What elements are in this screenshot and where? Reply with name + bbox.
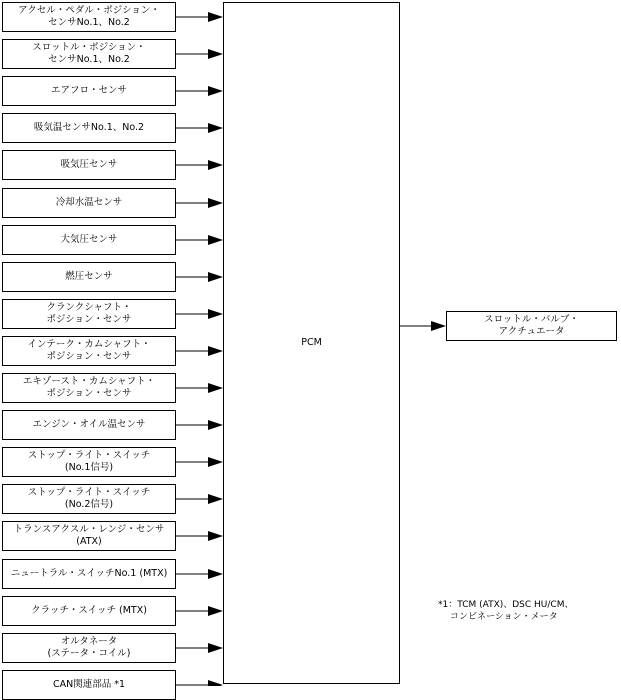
input-arrow-3 bbox=[176, 86, 223, 96]
input-label-line: ニュートラル・スイッチNo.1 (MTX) bbox=[10, 568, 168, 579]
input-label-line: エンジン・オイル温センサ bbox=[32, 419, 146, 430]
output-line-1: スロットル・バルブ・ bbox=[484, 314, 579, 325]
input-label-line: 冷却水温センサ bbox=[55, 197, 123, 208]
input-arrow-11 bbox=[176, 383, 223, 393]
input-arrow-15 bbox=[176, 531, 223, 541]
pcm-block bbox=[223, 2, 400, 684]
input-label-line: ストップ・ライト・スイッチ bbox=[27, 487, 151, 498]
footnote-line-2: コンビネーション・メータ bbox=[450, 612, 558, 622]
input-label-line: クラッチ・スイッチ (MTX) bbox=[31, 605, 147, 616]
input-label-line: 大気圧センサ bbox=[60, 234, 118, 245]
input-label-line: オルタネータ bbox=[60, 636, 118, 647]
input-label-line: (No.2信号) bbox=[64, 499, 114, 510]
input-label-line: (No.1信号) bbox=[64, 462, 114, 473]
input-box-3 bbox=[2, 76, 176, 106]
input-box-14 bbox=[2, 484, 176, 514]
input-arrow-6 bbox=[176, 198, 223, 208]
input-box-10 bbox=[2, 336, 176, 366]
input-box-19 bbox=[2, 670, 176, 700]
input-label-line: ポジション・センサ bbox=[46, 351, 132, 362]
input-box-13 bbox=[2, 447, 176, 477]
input-arrow-19 bbox=[176, 680, 223, 686]
input-arrow-4 bbox=[176, 123, 223, 133]
output-line-2: アクチュエータ bbox=[498, 326, 565, 337]
input-label-line: CAN関連部品 *1 bbox=[52, 679, 126, 690]
input-box-7 bbox=[2, 225, 176, 255]
input-arrow-5 bbox=[176, 160, 223, 170]
input-arrow-17 bbox=[176, 606, 223, 616]
input-arrow-13 bbox=[176, 457, 223, 467]
input-box-17 bbox=[2, 596, 176, 626]
input-box-4 bbox=[2, 113, 176, 143]
input-arrow-18 bbox=[176, 643, 223, 653]
input-box-6 bbox=[2, 188, 176, 218]
input-label-line: 吸気温センサNo.1、No.2 bbox=[33, 122, 145, 133]
input-label-line: アクセル・ペダル・ポジション・ bbox=[18, 5, 160, 16]
input-arrow-14 bbox=[176, 494, 223, 504]
input-box-8 bbox=[2, 262, 176, 292]
input-box-12 bbox=[2, 410, 176, 440]
footnote bbox=[438, 599, 573, 623]
output-arrow bbox=[400, 321, 446, 331]
input-box-15 bbox=[2, 521, 176, 551]
input-label-line: 吸気圧センサ bbox=[60, 159, 118, 170]
input-arrow-1 bbox=[176, 12, 223, 22]
input-box-18 bbox=[2, 633, 176, 663]
input-arrow-9 bbox=[176, 309, 223, 319]
input-label-line: (ステータ・コイル) bbox=[47, 648, 131, 659]
input-arrow-2 bbox=[176, 49, 223, 59]
input-arrow-16 bbox=[176, 569, 223, 579]
input-label-line: ストップ・ライト・スイッチ bbox=[27, 450, 151, 461]
input-label-line: センサNo.1、No.2 bbox=[48, 54, 130, 65]
input-label-line: クランクシャフト・ bbox=[46, 302, 132, 313]
input-label-line: (ATX) bbox=[76, 536, 102, 547]
input-label-line: センサNo.1、No.2 bbox=[48, 17, 130, 28]
input-label-line: スロットル・ポジション・ bbox=[32, 42, 146, 53]
input-arrow-8 bbox=[176, 272, 223, 282]
pcm-label: PCM bbox=[301, 337, 322, 348]
input-box-2 bbox=[2, 39, 176, 69]
input-label-line: トランスアクスル・レンジ・センサ bbox=[13, 524, 165, 535]
input-label-line: エキゾースト・カムシャフト・ bbox=[22, 376, 156, 387]
input-label-line: ポジション・センサ bbox=[46, 388, 132, 399]
input-box-1 bbox=[2, 2, 176, 32]
input-arrow-7 bbox=[176, 235, 223, 245]
input-arrow-12 bbox=[176, 420, 223, 430]
input-label-line: インテーク・カムシャフト・ bbox=[27, 339, 151, 350]
output-throttle-actuator bbox=[446, 311, 617, 341]
input-label-line: エアフロ・センサ bbox=[50, 85, 127, 96]
input-box-16 bbox=[2, 559, 176, 589]
input-box-11 bbox=[2, 373, 176, 403]
input-box-9 bbox=[2, 299, 176, 329]
input-arrow-10 bbox=[176, 346, 223, 356]
footnote-line-1: *1：TCM (ATX)、DSC HU/CM、 bbox=[438, 600, 574, 610]
input-label-line: 燃圧センサ bbox=[65, 271, 113, 282]
input-box-5 bbox=[2, 150, 176, 180]
input-label-line: ポジション・センサ bbox=[46, 314, 132, 325]
